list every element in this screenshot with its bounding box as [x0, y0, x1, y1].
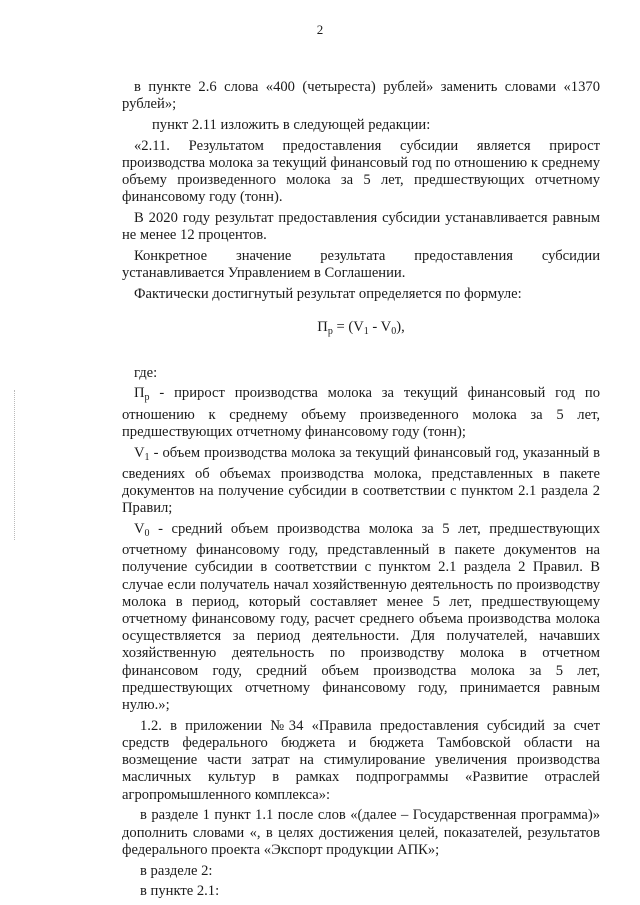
formula-v0-sub: 0: [391, 326, 397, 338]
definition-v0-symbol: V: [134, 521, 145, 538]
section-2-1-heading: в пункте 2.1:: [140, 883, 220, 900]
formula-minus: - V: [368, 319, 392, 336]
definition-pr: [122, 385, 600, 441]
paragraph-formula-intro: Фактически достигнутый результат определяется по формуле:: [134, 286, 522, 303]
definition-v0-text: - средний объем производства молока за 5 лет, предшествующих отчетному финансовому году, представленный в пакете документов на получение субсидии в соответствии с пунктом 2.1 раздела 2 Правил. В случае если получатель начал хозяйственную деятельность по производству молока в период, который составляет менее 5 лет, предшествующему отчетному финансовому году, расчет среднего объема производства молока осуществляется за период деятельности. Для получателей, начавших хозяйственную деятельность по производству молока в отчетном финансовом году, средний объем производства молока за 5 лет, предшествующих отчетному финансовому году, принимается равным нулю.»;: [122, 521, 600, 714]
section-1-2-clause-1-1: в разделе 1 пункт 1.1 после слов «(далее – Государственная программа)» дополнить словами «, в целях достижения целей, показателей, результатов федерального проекта «Экспорт продукции АПК»;: [122, 807, 600, 858]
formula-v1-sub: 1: [363, 326, 369, 338]
definition-v1-text: - объем производства молока за текущий финансовый год, указанный в сведениях об объемах производства молока, представленных в пакете документов на получение субсидии в соответствии с пунктом 2.1 раздела 2 Правил;: [122, 444, 600, 517]
paragraph-2020-result: В 2020 году результат предоставления субсидии устанавливается равным не менее 12 процентов.: [122, 210, 600, 244]
document-body: [122, 79, 600, 904]
scan-margin-mark: [14, 390, 17, 540]
formula-eq: = (V: [332, 319, 364, 336]
paragraph-clause-2-11-intro: пункт 2.11 изложить в следующей редакции:: [152, 117, 431, 133]
formula-lhs-sub: р: [327, 326, 333, 338]
definition-v1: [122, 445, 600, 518]
paragraph-clause-2-11: «2.11. Результатом предоставления субсидии является прирост производства молока за текущий финансовый год по отношению к среднему объему произведенного молока за 5 лет, предшествующих отчетному финансовому году (тонн).: [122, 137, 600, 206]
formula-close: ),: [396, 319, 405, 336]
definition-v0-sub: 0: [144, 528, 150, 540]
paragraph-agreement: Конкретное значение результата предоставления субсидии устанавливается Управлением в Соглашении.: [122, 248, 600, 282]
where-label: где:: [134, 364, 158, 381]
page-number: 2: [316, 22, 324, 37]
definition-pr-sub: р: [144, 392, 150, 404]
definition-pr-symbol: П: [134, 385, 145, 402]
definition-v1-symbol: V: [134, 444, 145, 461]
paragraph-clause-2-6: в пункте 2.6 слова «400 (четыреста) рублей» заменить словами «1370 рублей»;: [122, 79, 600, 113]
section-1-2: 1.2. в приложении №34 «Правила предоставления субсидий за счет средств федерального бюджета и бюджета Тамбовской области на возмещение части затрат на стимулирование увеличения производства масличных культур в рамках подпрограммы «Развитие отраслей агропромышленного комплекса»:: [122, 717, 600, 803]
definition-pr-text: - прирост производства молока за текущий финансовый год по отношению к среднему объему произведенного молока за 5 лет, предшествующих отчетному финансовому году (тонн);: [122, 385, 600, 440]
section-2-heading: в разделе 2:: [140, 862, 213, 879]
definition-v0: [122, 521, 600, 714]
formula: [122, 319, 600, 340]
formula-lhs: П: [317, 319, 328, 336]
definition-v1-sub: 1: [144, 451, 150, 463]
